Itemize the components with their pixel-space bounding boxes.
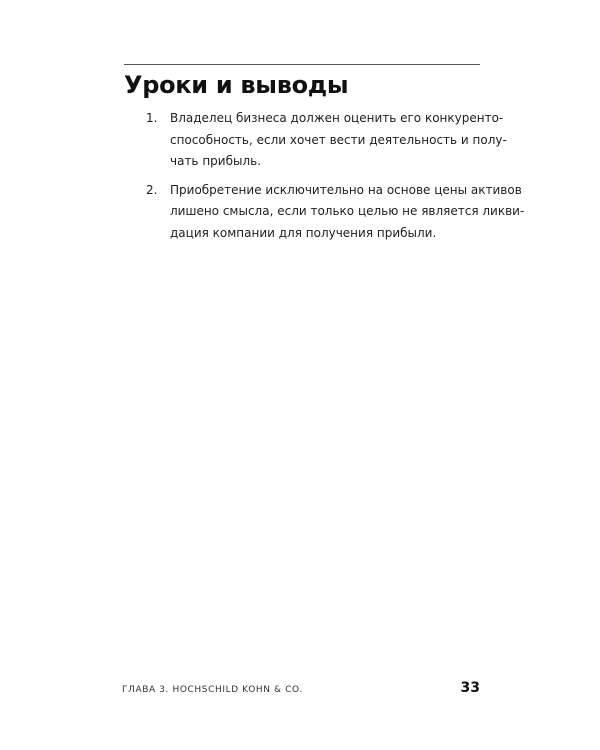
item-text-line: Приобретение исключительно на основе цены активов xyxy=(170,182,522,197)
running-head: ГЛАВА 3. HOCHSCHILD KOHN & CO. xyxy=(122,685,303,695)
section-title: Уроки и выводы xyxy=(124,71,349,99)
item-text-line: способность, если хочет вести деятельность и полу- xyxy=(170,132,507,147)
item-text-line: лишено смысла, если только целью не является ликви- xyxy=(170,204,525,218)
item-text-line: чать прибыль. xyxy=(170,154,262,168)
item-text-line: дация компании для получения прибыли. xyxy=(170,225,437,240)
top-rule xyxy=(124,64,480,65)
page-number: 33 xyxy=(460,680,480,696)
list-item xyxy=(146,108,507,173)
lessons-list xyxy=(146,108,525,244)
item-number: 1. xyxy=(146,111,158,125)
list-item xyxy=(146,180,525,245)
item-text-line: Владелец бизнеса должен оценить его конкуренто- xyxy=(170,111,504,125)
item-number: 2. xyxy=(146,182,158,197)
